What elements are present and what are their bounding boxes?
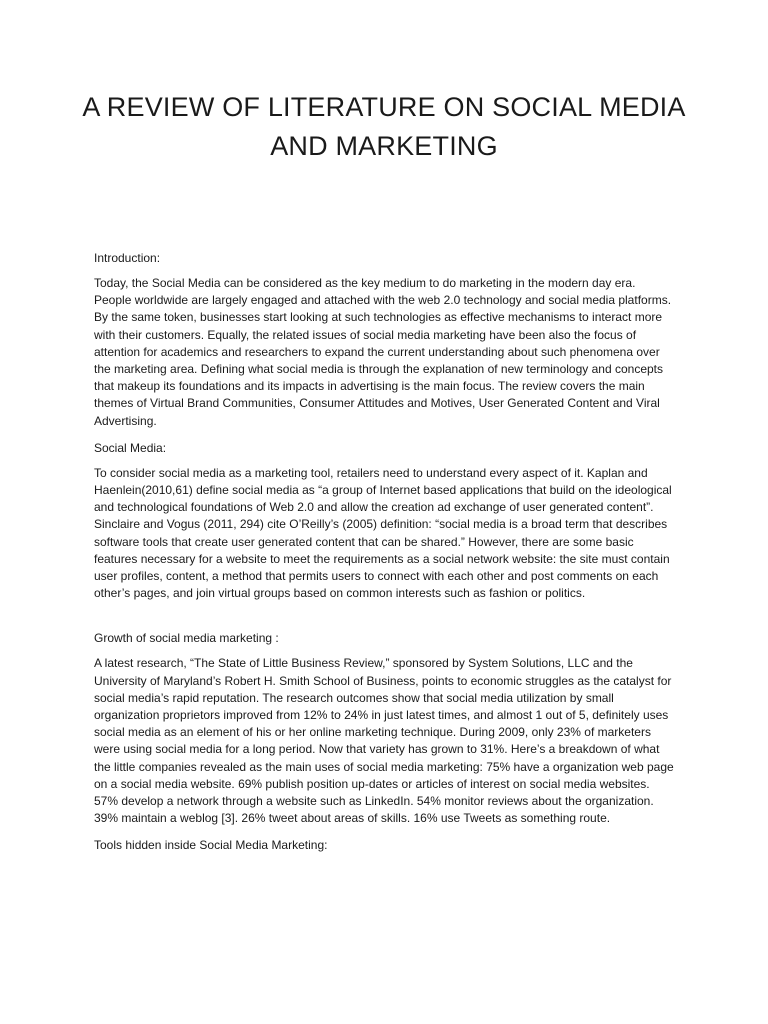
section-heading: Introduction: — [94, 251, 161, 265]
section-social-media — [94, 440, 676, 603]
section-heading: Tools hidden inside Social Media Marketing: — [94, 838, 328, 853]
document-body — [94, 250, 676, 862]
document-title: A REVIEW OF LITERATURE ON SOCIAL MEDIA AND MARKETING — [82, 92, 686, 161]
section-tools — [94, 837, 676, 854]
section-paragraph: A latest research, “The State of Little Business Review,” sponsored by System Solutions, LLC and the University of Maryland’s Robert H. Smith School of Business, points to economic struggles as the catalyst for social media’s rapid reputation. The research outcomes show that social media utilization by small organization proprietors improved from 12% to 24% in just latest times, and almost 1 out of 5, definitely uses social media as an element of his or her online marketing technique. During 2009, only 23% of marketers were using social media for a long period. Now that variety has grown to 31%. Here’s a breakdown of what the little companies revealed as the main uses of social media marketing: 75% have a organization web page on a social media website. 69% publish position up-dates or articles of interest on social media websites. 57% develop a network through a website such as LinkedIn. 54% monitor reviews about the organization. 39% maintain a weblog [3]. 26% tweet about areas of skills. 16% use Tweets as something route. — [94, 656, 674, 826]
section-introduction — [94, 250, 676, 430]
section-paragraph: Today, the Social Media can be considered as the key medium to do marketing in the modern day era. People worldwide are largely engaged and attached with the web 2.0 technology and social media platforms. By the same token, businesses start looking at such technologies as effective mechanisms to interact more with their customers. Equally, the related issues of social media marketing have been also the focus of attention for academics and researchers to expand the current understanding about such phenomena over the marketing area. Defining what social media is through the explanation of new terminology and concepts that makeup its foundations and its impacts in advertising is the main focus. The review covers the main themes of Virtual Brand Communities, Consumer Attitudes and Motives, User Generated Content and Viral Advertising. — [94, 276, 672, 428]
section-heading: Growth of social media marketing : — [94, 631, 279, 646]
section-paragraph: To consider social media as a marketing tool, retailers need to understand every aspect of it. Kaplan and Haenlein(2010,61) define social media as “a group of Internet based applications that build on the ideological and technological foundations of Web 2.0 and allow the creation ad exchange of user generated content”. Sinclaire and Vogus (2011, 294) cite O’Reilly’s (2005) definition: “social media is a broad term that describes software tools that create user generated content that can be shared.” However, there are some basic features necessary for a website to meet the requirements as a social network website: the site must contain user profiles, content, a method that permits users to connect with each other and post comments on each other’s pages, and join virtual groups based on common interests such as fashion or politics. — [94, 465, 672, 601]
section-growth — [94, 630, 676, 827]
section-heading: Social Media: — [94, 440, 167, 455]
